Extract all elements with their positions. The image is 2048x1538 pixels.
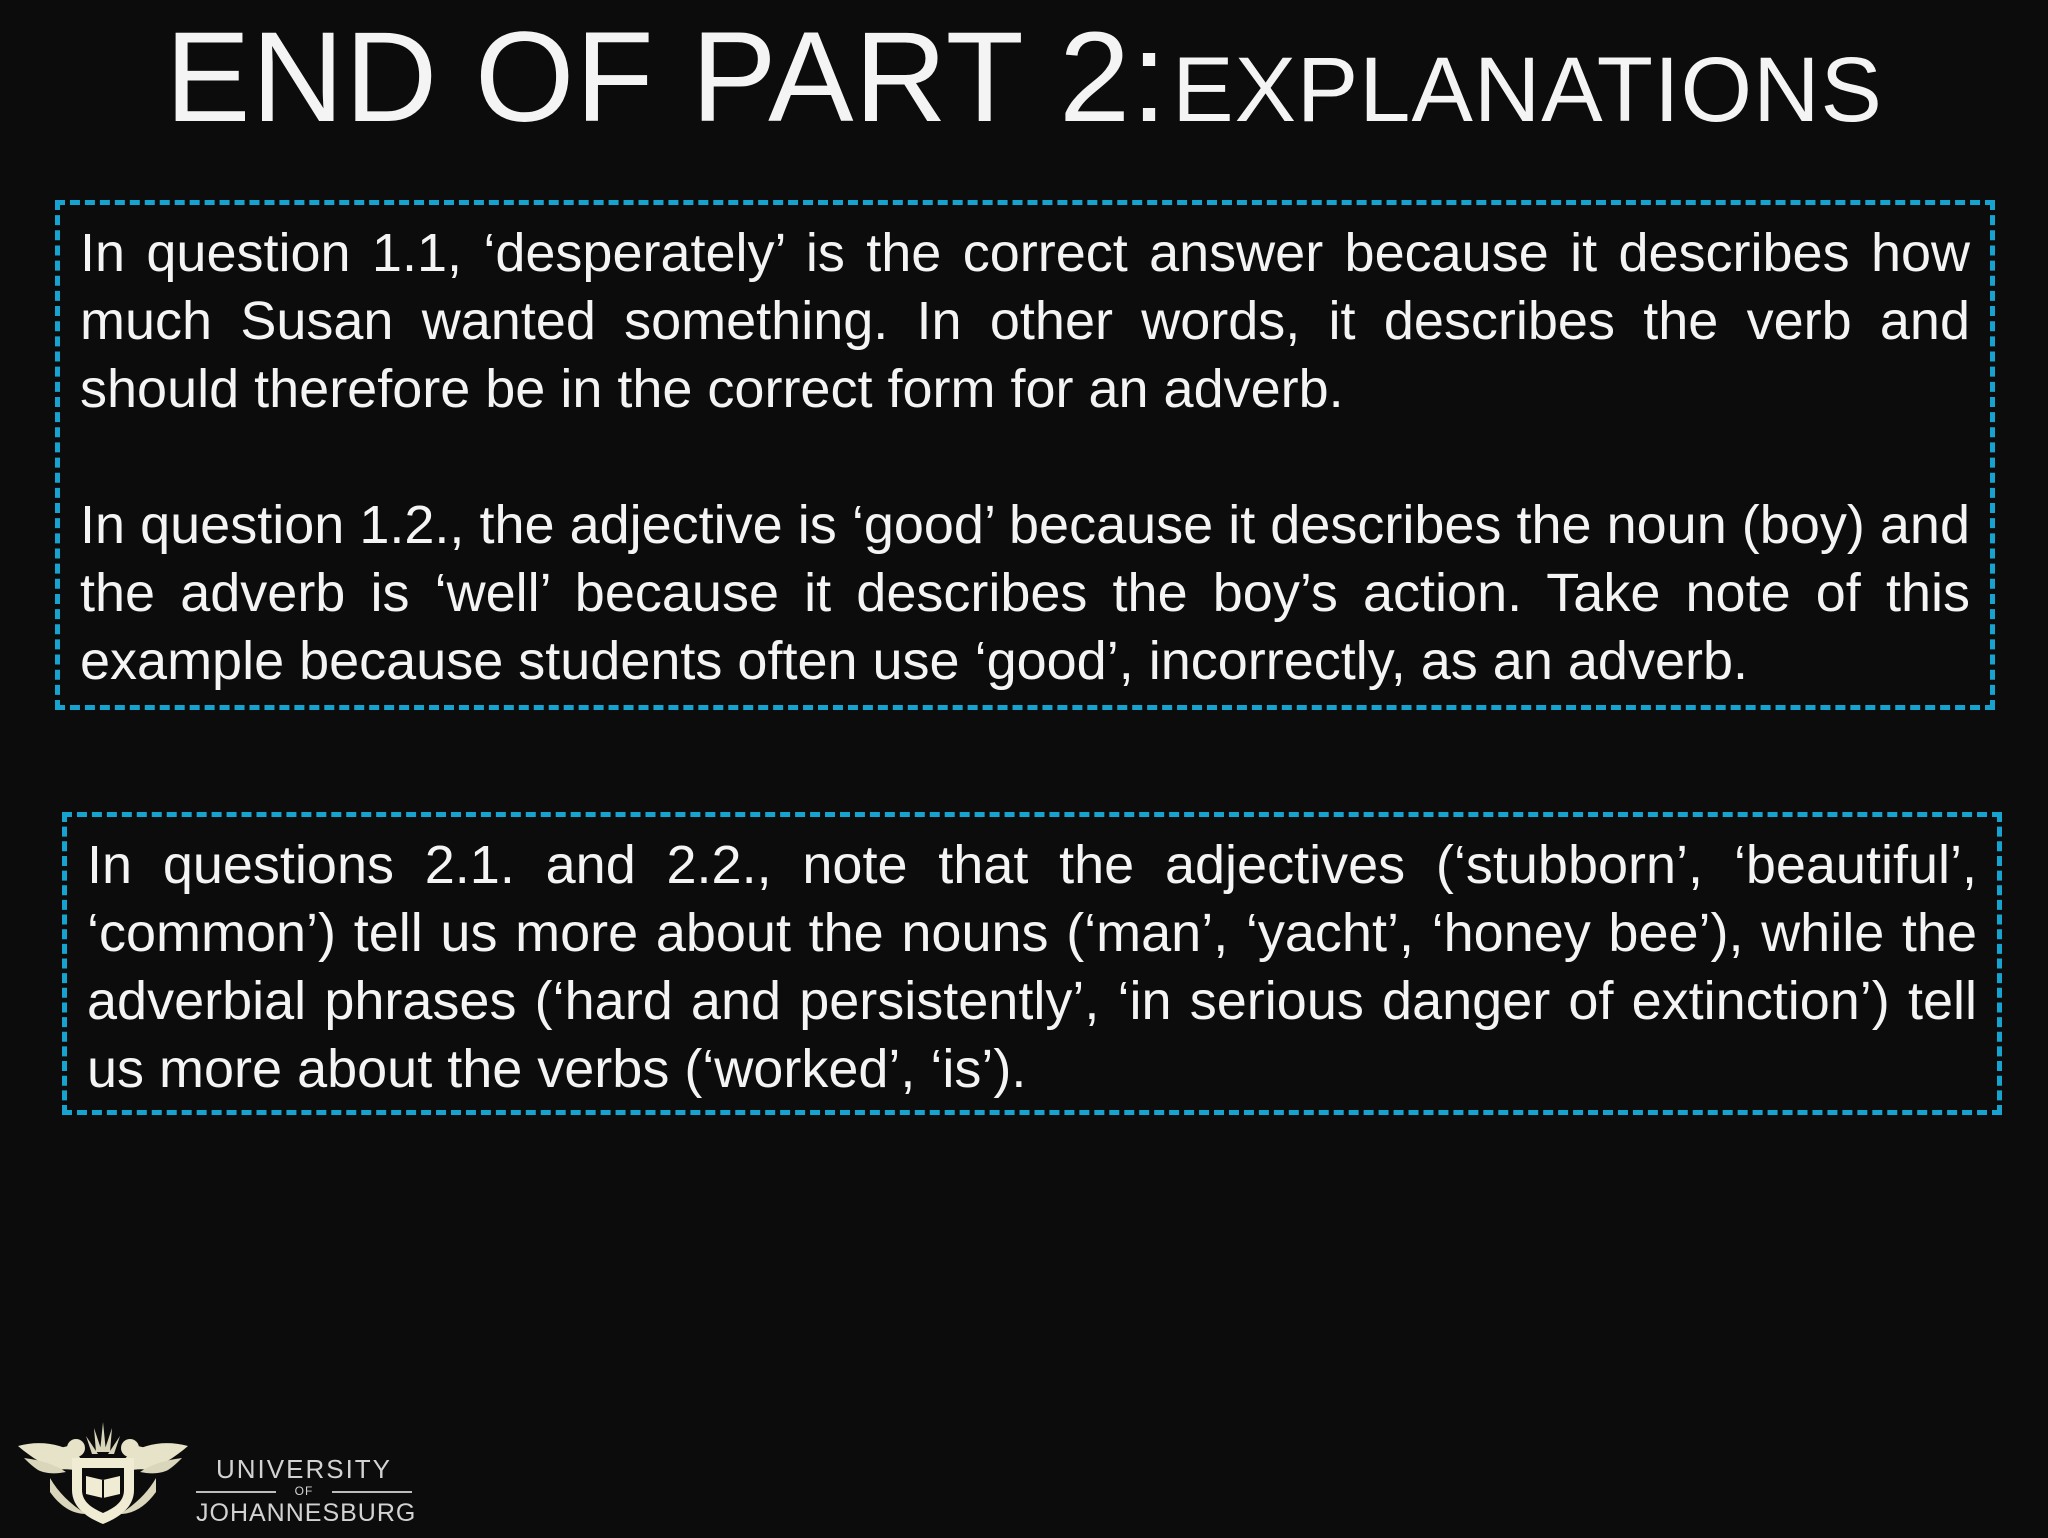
university-name <box>196 1454 417 1528</box>
logo-line-johannesburg: JOHANNESBURG <box>196 1499 417 1527</box>
university-crest-icon <box>10 1418 196 1533</box>
explanation-paragraph-question-1-2: In question 1.2., the adjective is ‘good’ because it describes the noun (boy) and the adverb is ‘well’ because it describes the boy’s action. Take note of this example because students often use ‘good’, incorrectly, as an adverb. <box>80 495 1970 691</box>
explanation-paragraph-question-1-1: In question 1.1, ‘desperately’ is the correct answer because it describes how much Susan wanted something. In other words, it describes the verb and should therefore be in the correct form for an adverb. <box>80 223 1970 419</box>
logo-line-university: UNIVERSITY <box>215 1454 393 1484</box>
logo-line-of: OF <box>196 1484 412 1498</box>
slide-title <box>0 4 2048 151</box>
explanation-paragraph-question-2: In questions 2.1. and 2.2., note that the adjectives (‘stubborn’, ‘beautiful’, ‘common’) tell us more about the nouns (‘man’, ‘yacht’, ‘honey bee’), while the adverbial phrases (‘hard and persistently’, ‘in serious danger of extinction’) tell us more about the verbs (‘worked’, ‘is’). <box>87 835 1977 1099</box>
slide-title-main: END OF PART 2: <box>165 6 1168 149</box>
slide-title-sub: EXPLANATIONS <box>1172 39 1883 141</box>
explanation-box-part-1 <box>55 200 1995 710</box>
explanation-box-part-2 <box>62 812 2002 1115</box>
university-logo <box>10 1418 417 1533</box>
